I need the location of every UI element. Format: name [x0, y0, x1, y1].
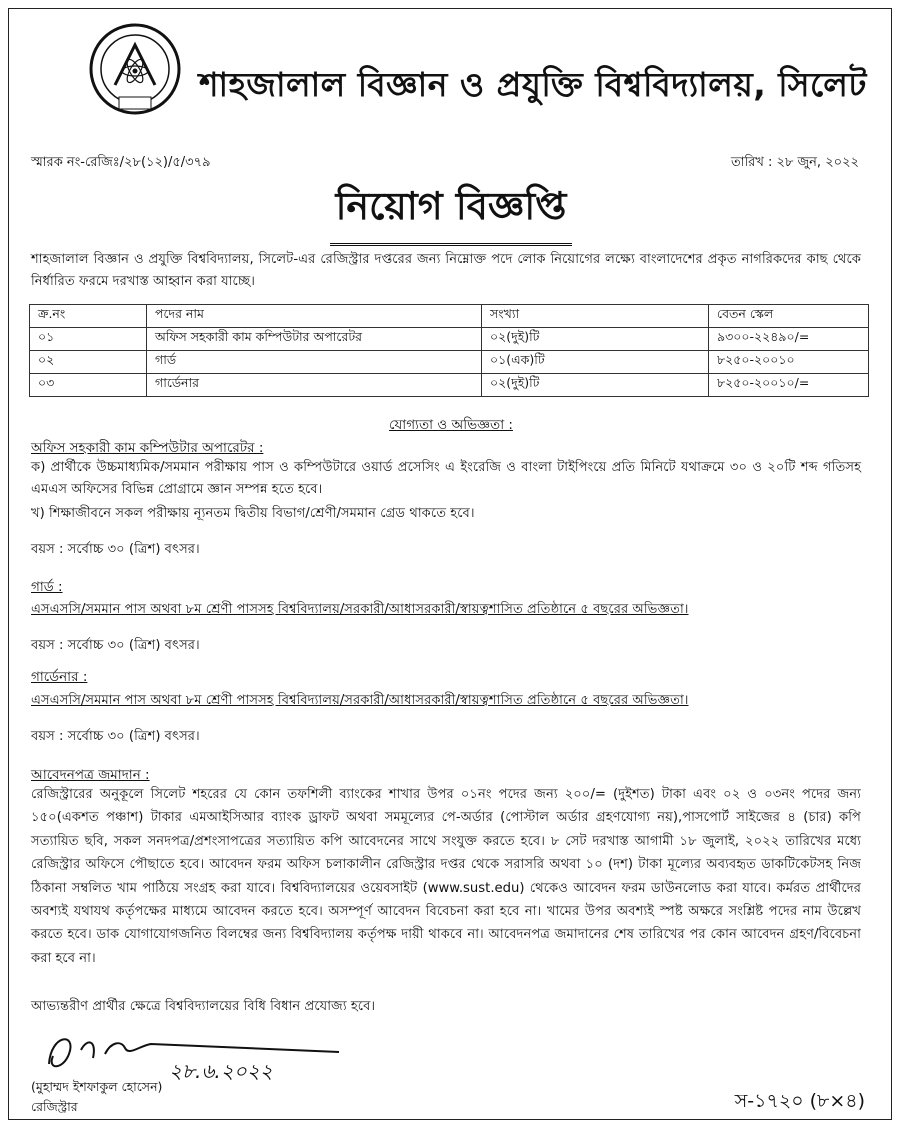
reference-code: স-১৭২০ (৮×৪)	[734, 1090, 865, 1112]
office-item-b: খ) শিক্ষাজীবনে সকল পরীক্ষায় ন্যূনতম দ্বিতীয় বিভাগ/শ্রেণী/সমমান গ্রেড থাকতে হবে।	[31, 506, 475, 521]
cell-count: ০২(দুই)টি	[482, 374, 709, 397]
office-assistant-heading: অফিস সহকারী কাম কম্পিউটার অপারেটর :	[31, 440, 264, 456]
guard-qualification: এসএসসি/সমমান পাস অথবা ৮ম শ্রেণী পাসসহ বিশ্ববিদ্যালয়/সরকারী/আধাসরকারী/স্বায়ত্বশাসিত প্রতিষ্ঠানে ৫ বছরের অভিজ্ঞতা।	[31, 602, 689, 617]
guard-heading: গার্ড :	[31, 579, 63, 595]
cell-pay-scale: ৮২৫০-২০০১০	[709, 351, 869, 374]
internal-candidate-note: আভ্যন্তরীণ প্রার্থীর ক্ষেত্রে বিশ্ববিদ্যালয়ের বিধি বিধান প্রযোজ্য হবে।	[31, 999, 376, 1014]
notice-title: নিয়োগ বিজ্ঞপ্তি	[330, 177, 573, 246]
cell-count: ০২(দুই)টি	[482, 328, 709, 351]
job-circular-page	[8, 8, 892, 1120]
cell-serial: ০১	[30, 328, 147, 351]
posts-table	[29, 304, 869, 397]
gardener-age-limit: বয়স : সর্বোচ্চ ৩০ (ত্রিশ) বৎসর।	[31, 729, 200, 744]
header-serial: ক্র.নং	[30, 305, 147, 328]
header-post-name: পদের নাম	[147, 305, 482, 328]
application-heading: আবেদনপত্র জমাদান :	[31, 767, 150, 783]
memo-number: স্মারক নং-রেজিঃ/২৮(১২)/৫/৩৭৯	[31, 155, 211, 170]
table-row	[30, 328, 869, 351]
university-logo	[89, 23, 181, 115]
signatory-title: রেজিস্ট্রার	[31, 1099, 78, 1114]
cell-serial: ০২	[30, 351, 147, 374]
header-count: সংখ্যা	[482, 305, 709, 328]
application-instructions: রেজিস্ট্রারের অনুকূলে সিলেট শহরের যে কোন তফশিলী ব্যাংকের শাখার উপর ০১নং পদের জন্য ২০০/= (দুইশত) টাকা এবং ০২ ও ০৩নং পদের জন্য ১৫০(একশত পঞ্চাশ) টাকার এমআইসিআর ব্যাংক ড্রাফট অথবা সমমূল্যের পে-অর্ডার (পোস্টাল অর্ডার গ্রহণযোগ্য নয়),পাসপোর্ট সাইজের ৪ (চার) কপি সত্যায়িত ছবি, সকল সনদপত্র/প্রশংসাপত্রের সত্যায়িত কপি আবেদনের সাথে সংযুক্ত করতে হবে। ৮ সেট দরখাস্ত আগামী ১৮ জুলাই, ২০২২ তারিখের মধ্যে রেজিস্ট্রার অফিসে পৌছাতে হবে। আবেদন ফরম অফিস চলাকালীন রেজিস্ট্রার দপ্তর থেকে সরাসরি অথবা ১০ (দশ) টাকা মূল্যের অব্যবহৃত ডাকটিকেটসহ নিজ ঠিকানা সম্বলিত খাম পাঠিয়ে সংগ্রহ করা যাবে। বিশ্ববিদ্যালয়ের ওয়েবসাইট (www.sust.edu) থেকেও আবেদন ফরম ডাউনলোড করা যাবে। কর্মরত প্রার্থীদের অবশ্যই যথাযথ কর্তৃপক্ষের মাধ্যমে আবেদন করতে হবে। অসম্পূর্ণ আবেদন বিবেচনা করা হবে না। খামের উপর অবশ্যই স্পষ্ট অক্ষরে সংশ্লিষ্ট পদের নাম উল্লেখ করতে হবে। ডাক যোগাযোগজনিত বিলম্বের জন্য বিশ্ববিদ্যালয় কর্তৃপক্ষ দায়ী থাকবে না। আবেদনপত্র জমাদানের শেষ তারিখের পর কোন আবেদন গ্রহণ/বিবেচনা করা হবে না।	[31, 787, 861, 966]
table-row	[30, 374, 869, 397]
office-age-limit: বয়স : সর্বোচ্চ ৩০ (ত্রিশ) বৎসর।	[31, 542, 200, 557]
signature-date: ২৮.৬.২০২২	[169, 1059, 273, 1083]
issue-date: তারিখ : ২৮ জুন, ২০২২	[730, 155, 859, 170]
gardener-qualification: এসএসসি/সমমান পাস অথবা ৮ম শ্রেণী পাসসহ বিশ্ববিদ্যালয়/সরকারী/আধাসরকারী/স্বায়ত্বশাসিত প্রতিষ্ঠানে ৫ বছরের অভিজ্ঞতা।	[31, 693, 689, 708]
intro-paragraph: শাহজালাল বিজ্ঞান ও প্রযুক্তি বিশ্ববিদ্যালয়, সিলেট-এর রেজিস্ট্রার দপ্তরের জন্য নিম্নোক্ত পদে লোক নিয়োগের লক্ষ্যে বাংলাদেশের প্রকৃত নাগরিকদের কাছ থেকে নির্ধারিত ফরমে দরখাস্ত আহ্বান করা যাচ্ছে।	[31, 252, 861, 289]
signature	[39, 1024, 369, 1084]
signatory-name: (মুহাম্মদ ইশফাকুল হোসেন)	[31, 1079, 163, 1094]
cell-pay-scale: ৯৩০০-২২৪৯০/=	[709, 328, 869, 351]
qualification-heading: যোগ্যতা ও অভিজ্ঞতা :	[389, 417, 513, 433]
cell-pay-scale: ৮২৫০-২০০১০/=	[709, 374, 869, 397]
cell-count: ০১(এক)টি	[482, 351, 709, 374]
cell-post-name: অফিস সহকারী কাম কম্পিউটার অপারেটর	[147, 328, 482, 351]
guard-age-limit: বয়স : সর্বোচ্চ ৩০ (ত্রিশ) বৎসর।	[31, 638, 200, 653]
cell-serial: ০৩	[30, 374, 147, 397]
office-item-a: ক) প্রার্থীকে উচ্চমাধ্যমিক/সমমান পরীক্ষায় পাস ও কম্পিউটারে ওয়ার্ড প্রসেসিং এ ইংরেজি ও বাংলা টাইপিংয়ে প্রতি মিনিটে যথাক্রমে ৩০ ও ২০টি শব্দ গতিসহ এমএস অফিসের বিভিন্ন প্রোগ্রামে জ্ঞান সম্পন্ন হতে হবে।	[31, 460, 861, 497]
gardener-heading: গার্ডেনার :	[31, 669, 88, 685]
table-row	[30, 351, 869, 374]
university-name: শাহজালাল বিজ্ঞান ও প্রযুক্তি বিশ্ববিদ্যালয়, সিলেট	[199, 65, 867, 104]
cell-post-name: গার্ড	[147, 351, 482, 374]
table-header-row	[30, 305, 869, 328]
cell-post-name: গার্ডেনার	[147, 374, 482, 397]
header-pay-scale: বেতন স্কেল	[709, 305, 869, 328]
